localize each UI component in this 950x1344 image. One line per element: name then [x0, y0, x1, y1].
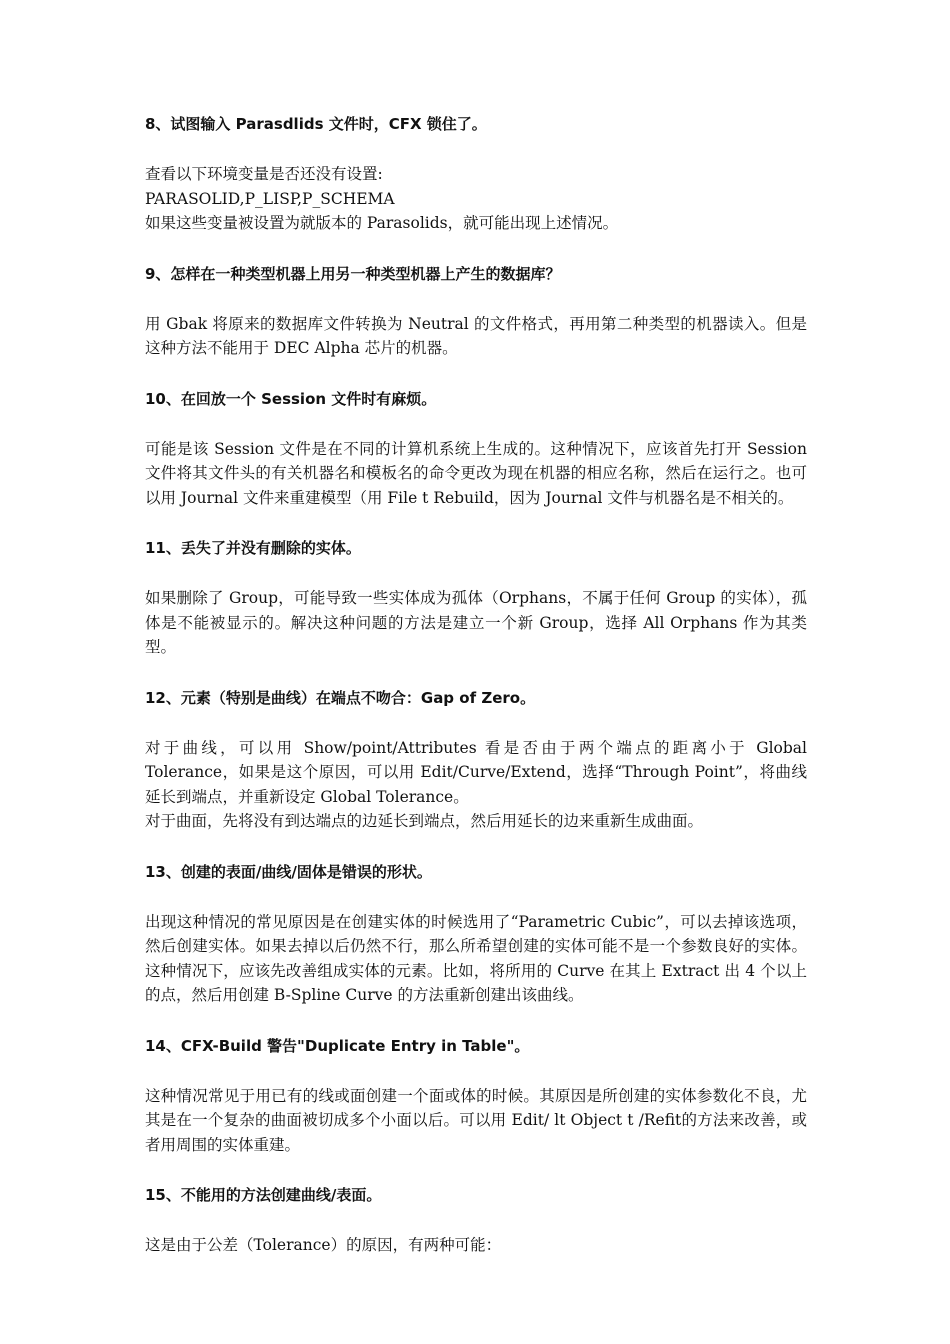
section-8-body — [145, 162, 807, 236]
paragraph: 如果删除了 Group，可能导致一些实体成为孤体（Orphans，不属于任何 Group 的实体），孤体是不能被显示的。解决这种问题的方法是建立一个新 Group，选择 All Orphans 作为其类型。 — [145, 589, 807, 656]
section-11-body — [145, 586, 807, 660]
paragraph: PARASOLID,P_LISP,P_SCHEMA — [145, 189, 395, 208]
paragraph: 用 Gbak 将原来的数据库文件转换为 Neutral 的文件格式，再用第二种类型的机器读入。但是这种方法不能用于 DEC Alpha 芯片的机器。 — [145, 314, 807, 357]
paragraph: 如果这些变量被设置为就版本的 Parasolids，就可能出现上述情况。 — [145, 214, 619, 232]
section-13-body — [145, 910, 807, 1008]
section-14-body — [145, 1084, 807, 1158]
section-11-heading: 11、丢失了并没有删除的实体。 — [145, 539, 361, 557]
section-10-heading: 10、在回放一个 Session 文件时有麻烦。 — [145, 389, 437, 408]
document-body — [145, 112, 807, 1284]
section-15-body — [145, 1233, 807, 1258]
section-8-heading: 8、试图输入 Parasdlids 文件时，CFX 锁住了。 — [145, 115, 487, 133]
section-14-heading: 14、CFX-Build 警告"Duplicate Entry in Table"。 — [145, 1036, 530, 1055]
section-12-body — [145, 736, 807, 834]
paragraph: 对于曲线，可以用 Show/point/Attributes 看是否由于两个端点的距离小于 Global Tolerance，如果是这个原因，可以用 Edit/Curve/Extend，选择“Through Point”，将曲线延长到端点，并重新设定 Global Tolerance。 — [145, 738, 807, 806]
section-12-heading: 12、元素（特别是曲线）在端点不吻合：Gap of Zero。 — [145, 688, 536, 707]
paragraph: 这种情况常见于用已有的线或面创建一个面或体的时候。其原因是所创建的实体参数化不良，尤其是在一个复杂的曲面被切成多个小面以后。可以用 Edit/ lt Object t /Refit的方法来改善，或者用周围的实体重建。 — [145, 1086, 807, 1154]
section-13-heading: 13、创建的表面/曲线/固体是错误的形状。 — [145, 862, 432, 881]
section-9-heading: 9、怎样在一种类型机器上用另一种类型机器上产生的数据库？ — [145, 264, 561, 283]
paragraph: 对于曲面，先将没有到达端点的边延长到端点，然后用延长的边来重新生成曲面。 — [145, 812, 704, 830]
paragraph: 可能是该 Session 文件是在不同的计算机系统上生成的。这种情况下，应该首先打开 Session 文件将其文件头的有关机器名和模板名的命令更改为现在机器的相应名称，然后在运行之。也可以用 Journal 文件来重建模型（用 File t Rebuild，因为 Journal 文件与机器名是不相关的。 — [145, 439, 807, 507]
paragraph: 查看以下环境变量是否还没有设置: — [145, 165, 383, 183]
section-15-heading: 15、不能用的方法创建曲线/表面。 — [145, 1186, 382, 1204]
paragraph: 出现这种情况的常见原因是在创建实体的时候选用了“Parametric Cubic”，可以去掉该选项，然后创建实体。如果去掉以后仍然不行，那么所希望创建的实体可能不是一个参数良好的实体。这种情况下，应该先改善组成实体的元素。比如，将所用的 Curve 在其上 Extract 出 4 个以上的点，然后用创建 B-Spline Curve 的方法重新创建出该曲线。 — [145, 912, 807, 1004]
section-10-body — [145, 437, 807, 511]
paragraph: 这是由于公差（Tolerance）的原因，有两种可能： — [145, 1236, 502, 1254]
section-9-body — [145, 312, 807, 361]
